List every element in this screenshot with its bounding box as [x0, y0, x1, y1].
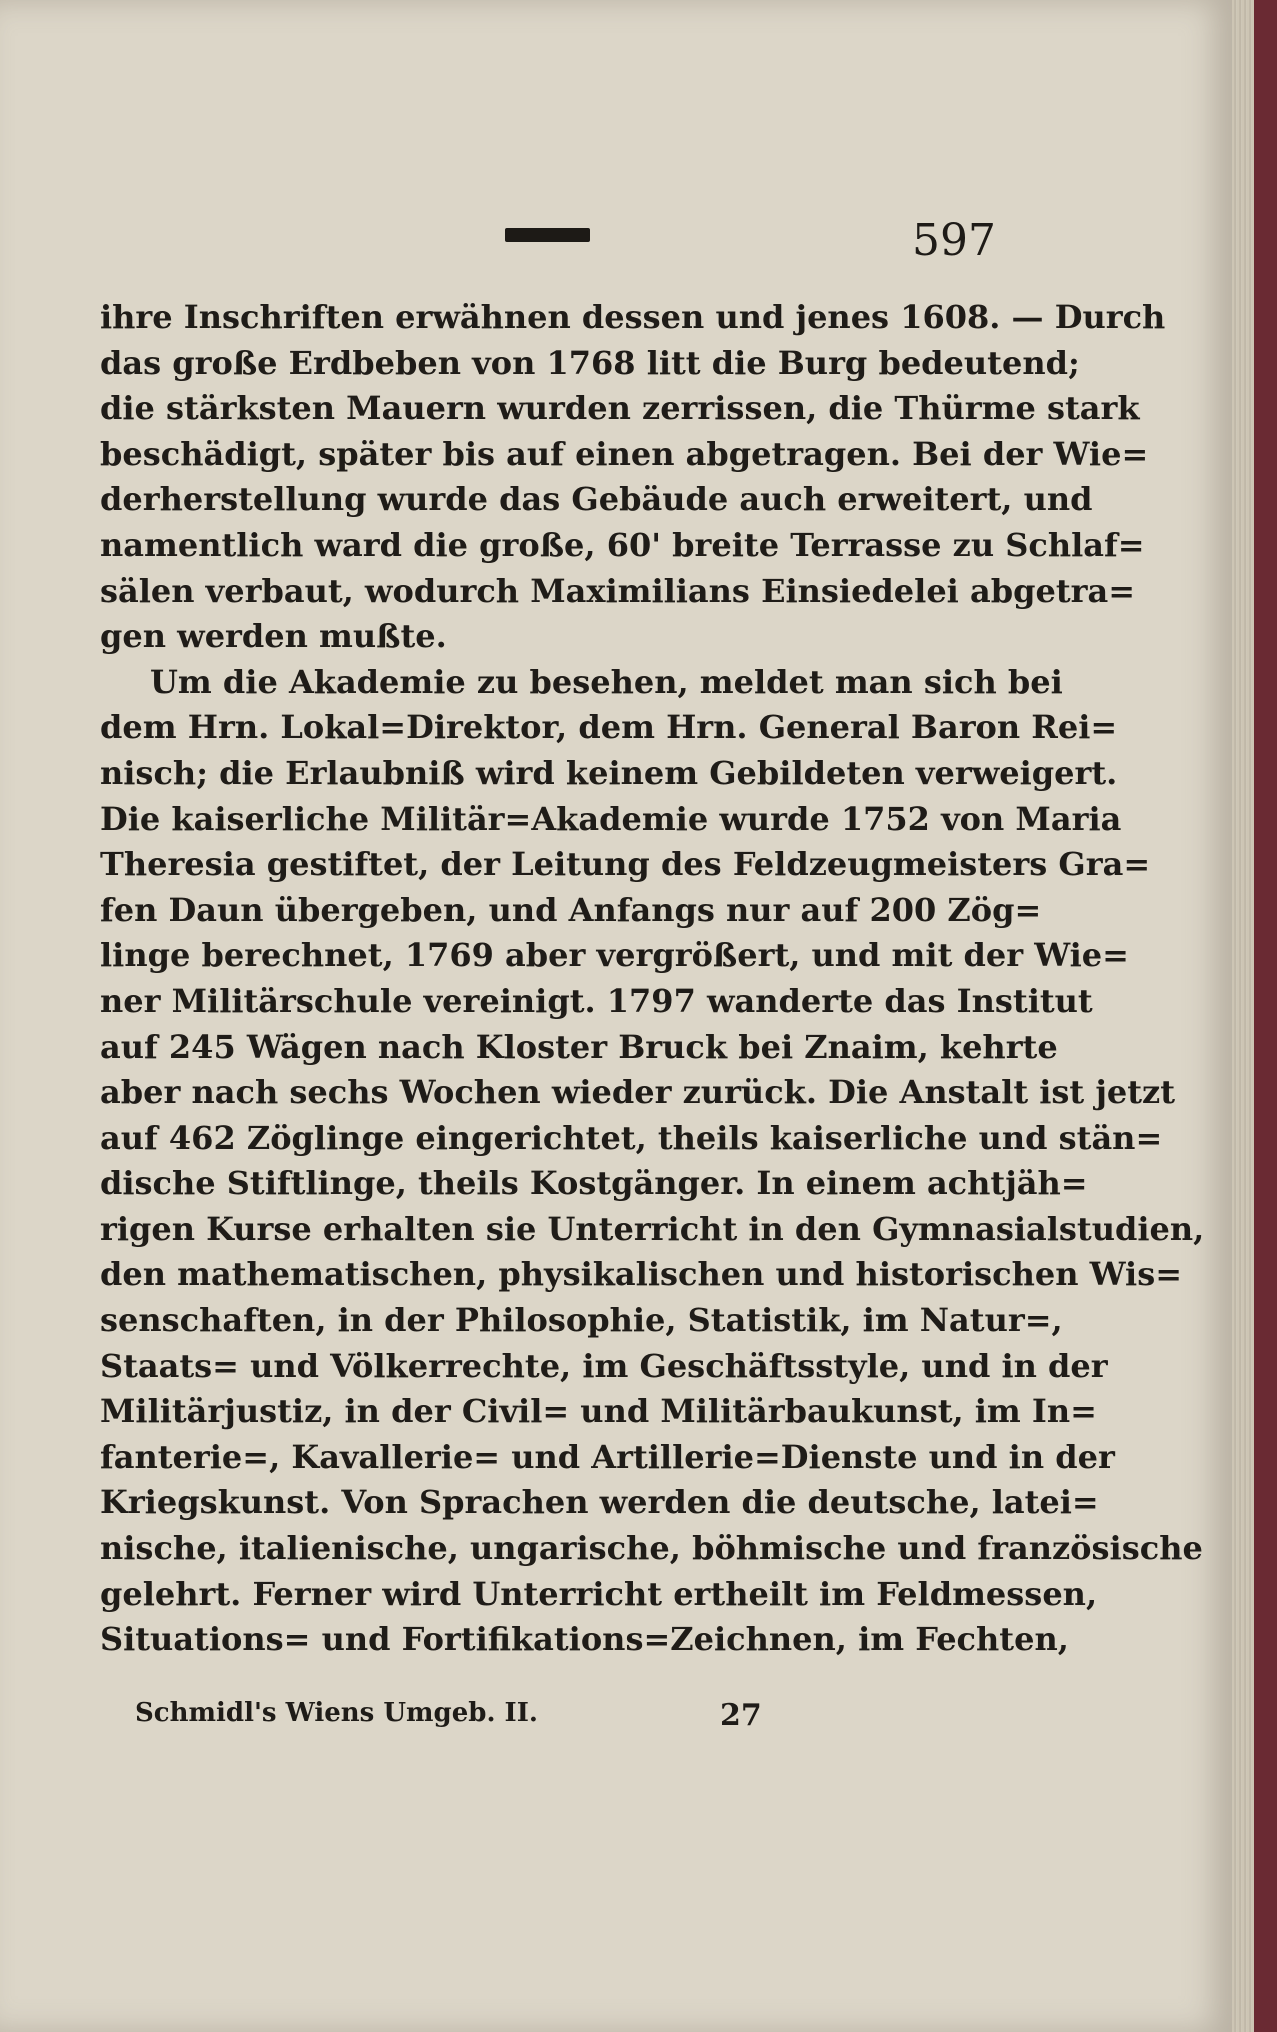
text-line: Theresia gestiftet, der Leitung des Feldzeugmeisters Gra= — [100, 845, 1151, 884]
text-line: nische, italienische, ungarische, böhmische und französische — [100, 1529, 1203, 1568]
text-line: rigen Kurse erhalten sie Unterricht in den Gymnasialstudien, — [100, 1209, 1205, 1248]
page-edge-stack — [1232, 0, 1254, 2032]
body-text — [100, 295, 1205, 1663]
text-line: senschaften, in der Philosophie, Statistik, im Natur=, — [100, 1301, 1063, 1340]
text-line: Staats= und Völkerrechte, im Geschäftsstyle, und in der — [100, 1346, 1108, 1385]
text-line: dem Hrn. Lokal=Direktor, dem Hrn. General Baron Rei= — [100, 708, 1118, 747]
header-rule — [505, 228, 590, 242]
text-line: dische Stiftlinge, theils Kostgänger. In einem achtjäh= — [100, 1164, 1088, 1203]
text-line: Situations= und Fortifikations=Zeichnen, im Fechten, — [100, 1620, 1069, 1659]
text-line: fen Daun übergeben, und Anfangs nur auf 200 Zög= — [100, 890, 1042, 929]
text-line: fanterie=, Kavallerie= und Artillerie=Dienste und in der — [100, 1437, 1115, 1476]
text-line: den mathematischen, physikalischen und historischen Wis= — [100, 1255, 1183, 1294]
text-line: ihre Inschriften erwähnen dessen und jenes 1608. — Durch — [100, 298, 1166, 336]
text-line: Die kaiserliche Militär=Akademie wurde 1752 von Maria — [100, 799, 1122, 838]
text-line: namentlich ward die große, 60' breite Terrasse zu Schlaf= — [100, 525, 1145, 564]
footer-sheet-number: 27 — [720, 1698, 762, 1733]
text-line: ner Militärschule vereinigt. 1797 wanderte das Institut — [100, 981, 1093, 1020]
text-line: das große Erdbeben von 1768 litt die Burg bedeutend; — [100, 343, 1080, 382]
text-line: gelehrt. Ferner wird Unterricht ertheilt im Feldmessen, — [100, 1574, 1098, 1613]
text-line: auf 245 Wägen nach Kloster Bruck bei Znaim, kehrte — [100, 1027, 1058, 1066]
text-line: gen werden mußte. — [100, 617, 447, 656]
text-line: aber nach sechs Wochen wieder zurück. Die Anstalt ist jetzt — [100, 1073, 1175, 1112]
text-line: beschädigt, später bis auf einen abgetragen. Bei der Wie= — [100, 434, 1149, 473]
book-cover-edge — [1254, 0, 1277, 2032]
text-line: nisch; die Erlaubniß wird keinem Gebildeten verweigert. — [100, 753, 1118, 792]
text-line: auf 462 Zöglinge eingerichtet, theils kaiserliche und stän= — [100, 1118, 1163, 1157]
text-line: Militärjustiz, in der Civil= und Militärbaukunst, im In= — [100, 1392, 1097, 1431]
footer-signature: Schmidl's Wiens Umgeb. II. — [135, 1698, 538, 1728]
text-line: linge berechnet, 1769 aber vergrößert, und mit der Wie= — [100, 936, 1129, 975]
text-line: die stärksten Mauern wurden zerrissen, die Thürme stark — [100, 389, 1140, 428]
text-line: sälen verbaut, wodurch Maximilians Einsiedelei abgetra= — [100, 571, 1135, 610]
page-number: 597 — [912, 215, 996, 266]
text-line: Kriegskunst. Von Sprachen werden die deutsche, latei= — [100, 1483, 1099, 1522]
text-line: derherstellung wurde das Gebäude auch erweitert, und — [100, 480, 1093, 519]
text-line: Um die Akademie zu besehen, meldet man sich bei — [150, 662, 1063, 701]
